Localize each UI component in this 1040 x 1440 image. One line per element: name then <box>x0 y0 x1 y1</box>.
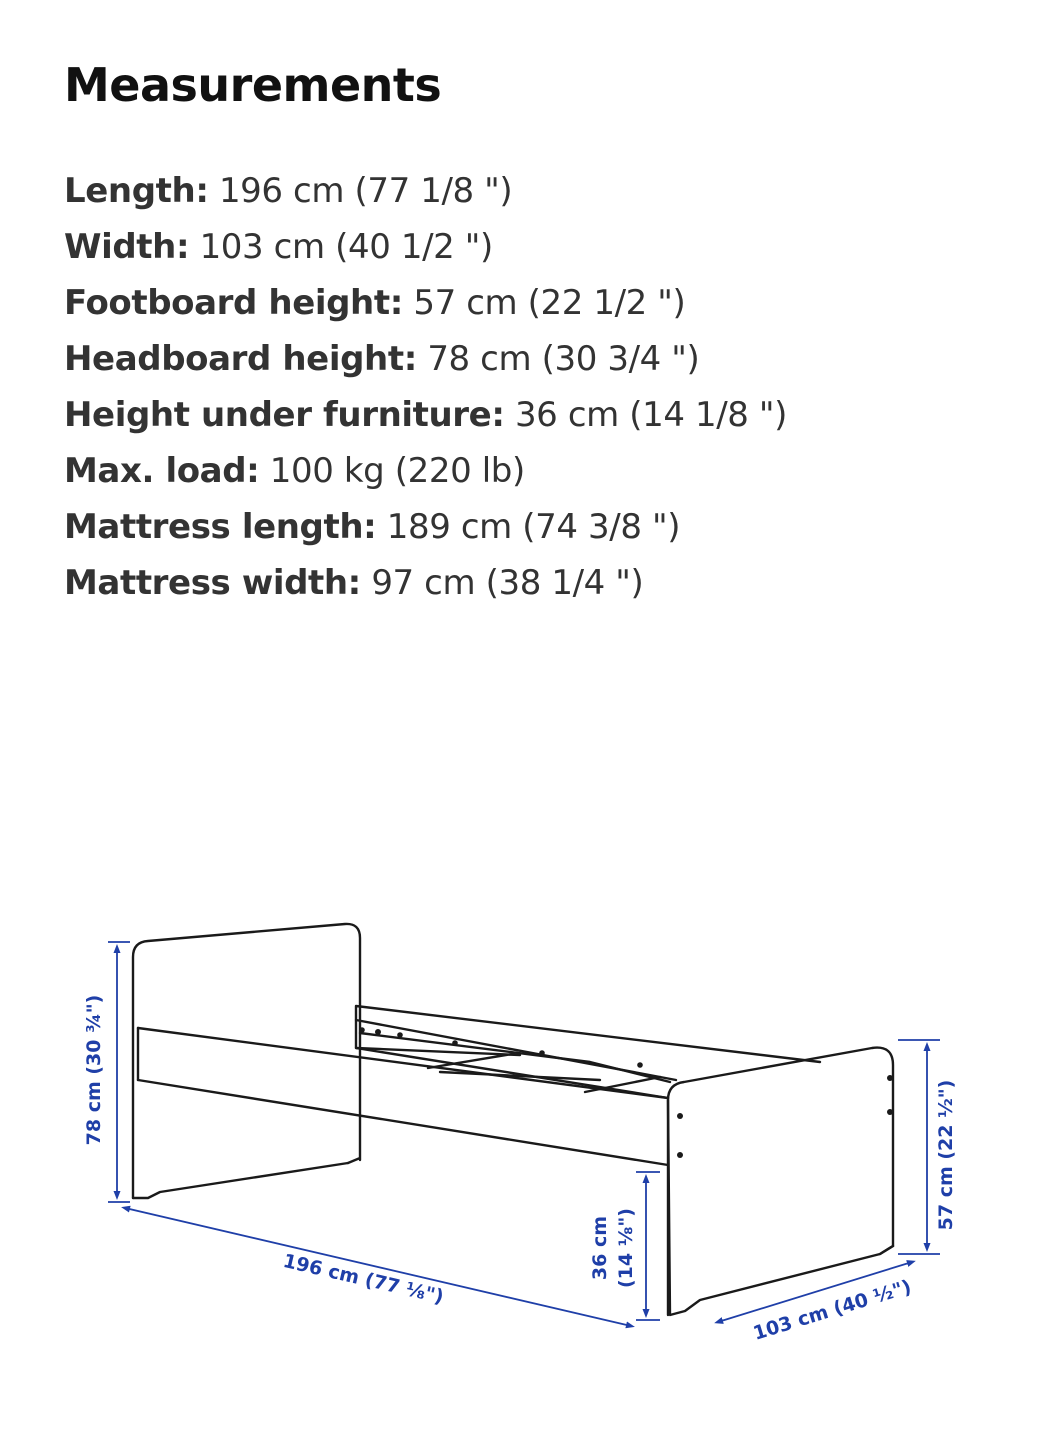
spec-label: Max. load: <box>64 451 260 491</box>
length-label: 196 cm (77 ⅛") <box>280 1249 446 1309</box>
bed-dimension-drawing <box>0 900 1040 1360</box>
footboard <box>668 1048 893 1315</box>
spec-headboard-height <box>64 331 787 387</box>
spec-height-under-furniture <box>64 387 787 443</box>
spec-width <box>64 219 787 275</box>
height-under-label-in: (14 ⅛") <box>615 1208 637 1288</box>
spec-label: Mattress length: <box>64 507 377 547</box>
spec-mattress-length <box>64 499 787 555</box>
spec-value: 189 cm (74 3/8 ") <box>386 507 681 547</box>
headboard-height-label: 78 cm (30 ¾") <box>83 994 105 1146</box>
footboard-height-label: 57 cm (22 ½") <box>935 1079 957 1231</box>
spec-label: Mattress width: <box>64 563 361 603</box>
spec-value: 97 cm (38 1/4 ") <box>371 563 644 603</box>
dimension-lines <box>108 942 940 1326</box>
spec-value: 78 cm (30 3/4 ") <box>427 339 700 379</box>
spec-footboard-height <box>64 275 787 331</box>
spec-value: 103 cm (40 1/2 ") <box>199 227 493 267</box>
spec-label: Headboard height: <box>64 339 417 379</box>
spec-value: 100 kg (220 lb) <box>269 451 525 491</box>
bed-outline <box>133 924 893 1315</box>
width-label: 103 cm (40 ½") <box>750 1275 914 1345</box>
spec-value: 196 cm (77 1/8 ") <box>218 171 513 211</box>
side-rail <box>138 1028 668 1165</box>
spec-length <box>64 163 787 219</box>
height-under-label-cm: 36 cm <box>589 1215 611 1281</box>
spec-label: Height under furniture: <box>64 395 505 435</box>
measurements-list <box>64 163 787 611</box>
page-title: Measurements <box>64 58 442 112</box>
spec-max-load <box>64 443 787 499</box>
headboard <box>133 924 360 1198</box>
spec-label: Width: <box>64 227 190 267</box>
spec-label: Length: <box>64 171 209 211</box>
spec-mattress-width <box>64 555 787 611</box>
spec-value: 57 cm (22 1/2 ") <box>413 283 686 323</box>
spec-value: 36 cm (14 1/8 ") <box>514 395 788 435</box>
spec-label: Footboard height: <box>64 283 403 323</box>
